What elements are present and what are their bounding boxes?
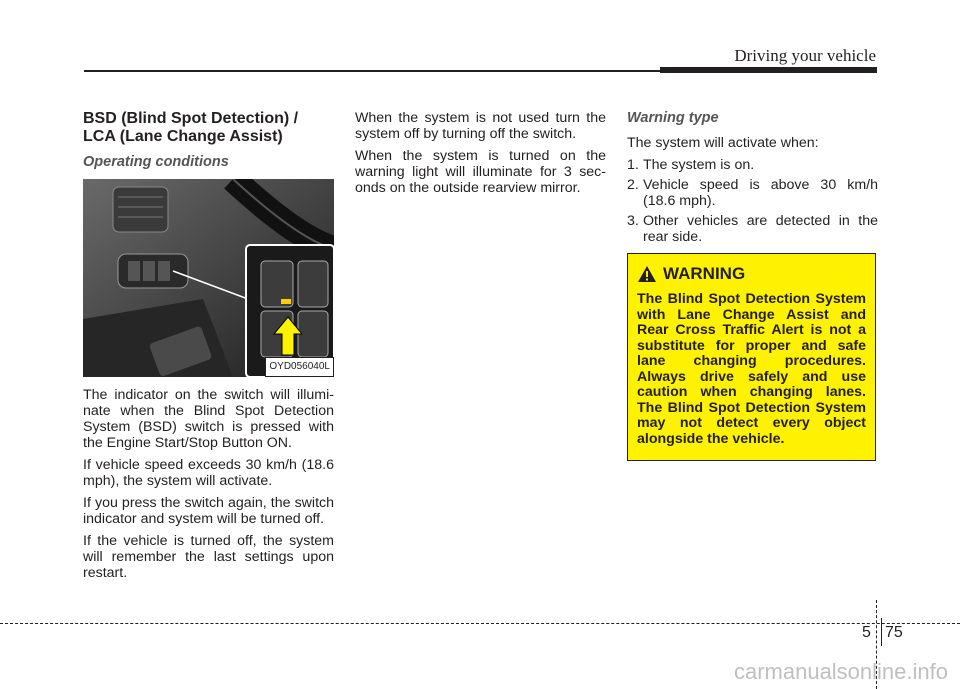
paragraph: If you press the switch again, the switch indicator and system will be turned off. [83, 495, 334, 527]
paragraph: When the system is turned on the warning light will illuminate for 3 sec-onds on the outside rearview mirror. [355, 148, 606, 196]
list-number: 3. [627, 213, 639, 229]
paragraph: When the system is not used turn the system off by turning off the switch. [355, 110, 606, 142]
paragraph: If the vehicle is turned off, the system will remember the last settings upon restart. [83, 533, 334, 581]
list-item [627, 213, 878, 245]
list-number: 2. [627, 177, 639, 193]
column-1 [83, 110, 334, 587]
header-rule [84, 70, 660, 72]
paragraph: The indicator on the switch will illumi-nate when the Blind Spot Detection System (BSD) switch is pressed with the Engine Start/Stop Button ON. [83, 387, 334, 451]
paragraph: If vehicle speed exceeds 30 km/h (18.6 mph), the system will activate. [83, 457, 334, 489]
warning-title: WARNING [663, 264, 746, 283]
column-3 [627, 110, 878, 249]
warning-header [637, 264, 866, 284]
warning-type-heading: Warning type [627, 110, 719, 126]
section-title [83, 110, 334, 146]
warning-triangle-icon [637, 265, 657, 283]
list-item [627, 177, 878, 209]
page-number: 75 [885, 624, 903, 641]
list-text: Other vehicles are detected in the rear side. [643, 213, 878, 245]
list-intro: The system will activate when: [627, 135, 819, 151]
footer-rule [0, 623, 960, 624]
header-rule-accent [660, 67, 877, 73]
list-text: Vehicle speed is above 30 km/h (18.6 mph). [643, 177, 878, 209]
section-title-line1: BSD (Blind Spot Detection) / [83, 110, 299, 127]
list-number: 1. [627, 157, 639, 173]
list-item [627, 157, 878, 173]
bsd-switch-figure [83, 179, 334, 377]
header-title: Driving your vehicle [734, 46, 876, 65]
figure-code: OYD056040L [265, 357, 334, 377]
warning-text: The Blind Spot Detection System with Lane Change Assist and Rear Cross Traffic Alert is not a substitute for proper and safe lane changing procedures. Always drive safely and use caution when changing lanes. The Blind Spot Detection System may not detect every object alongside the vehicle. [637, 291, 866, 447]
dashboard-illustration [83, 179, 334, 377]
section-title-line2: LCA (Lane Change Assist) [83, 128, 283, 145]
page-number-divider [881, 618, 882, 646]
column-2 [355, 110, 606, 202]
watermark: carmanualsonline.info [733, 659, 948, 684]
operating-conditions-heading: Operating conditions [83, 154, 229, 170]
warning-box [627, 253, 876, 461]
chapter-number: 5 [862, 624, 871, 641]
list-text: The system is on. [643, 157, 755, 173]
